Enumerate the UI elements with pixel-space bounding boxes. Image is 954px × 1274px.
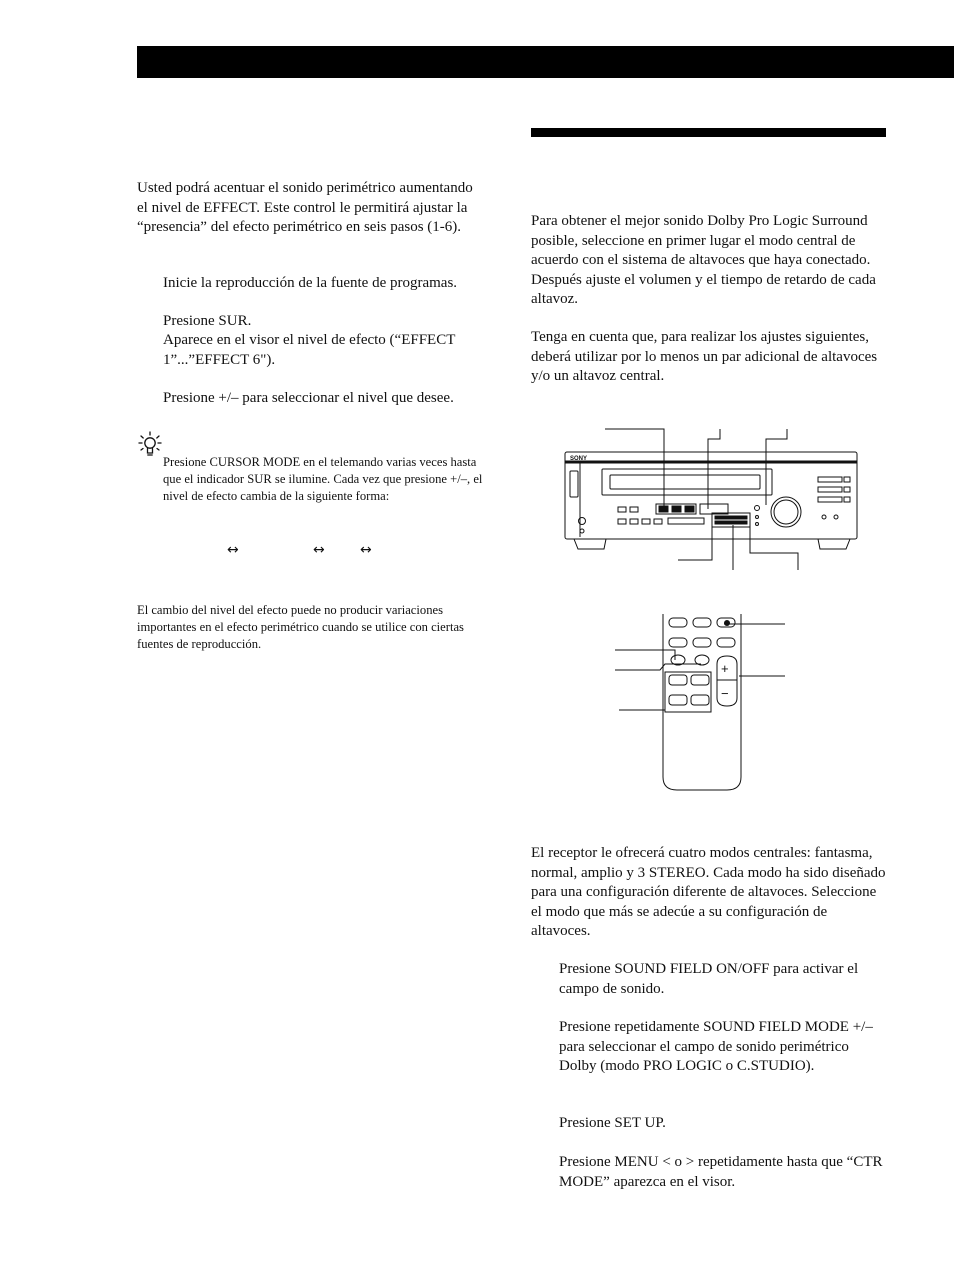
center-modes-intro: El receptor le ofrecerá cuatro modos centrales: fantasma, normal, amplio y 3 STEREO. Cada modo ha sido diseñado para una configuración diferente de altavoces. Seleccione el modo que más se adecúe a su configuración de altavoces. [531,845,886,939]
remote-setup-button-icon [724,620,730,626]
level-arrow-1: ↔ [227,542,239,558]
tip-text: Presione CURSOR MODE en el telemando varias veces hasta que el indicador SUR se ilumine. Cada vez que presione +/–, el nivel de efecto cambia de la siguiente forma: [163,455,483,503]
note-text: El cambio del nivel del efecto puede no producir variaciones importantes en el efecto perimétrico cuando se utilice con ciertas fuentes de reproducción. [137,603,464,651]
surround-intro: Para obtener el mejor sonido Dolby Pro Logic Surround posible, seleccione en primer lugar el modo central de acuerdo con el sistema de altavoces que haya conectado. Después ajuste el volumen y el tiempo de retardo de cada altavoz. [531,213,876,307]
effect-intro: Usted podrá acentuar el sonido perimétrico aumentando el nivel de EFFECT. Este control le permitirá ajustar la “presencia” del efecto perimétrico en seis pasos (1-6). [137,180,473,235]
section-rule [531,128,886,137]
sony-logo-text: SONY [570,456,588,462]
effect-step-1: Inicie la reproducción de la fuente de programas. [163,275,458,291]
effect-step-2a: Presione SUR. [163,313,252,329]
remote-minus-label: − [721,686,729,701]
effect-step-3: Presione +/– para seleccionar el nivel que desee. [163,390,454,406]
remote-control-illustration [615,612,805,792]
level-arrow-3: ↔ [360,542,372,558]
ctr-step-3: Presione SET UP. [559,1115,666,1131]
effect-step-2b: Aparece en el visor el nivel de efecto (“EFFECT 1”...”EFFECT 6"). [163,332,456,368]
ctr-step-4: Presione MENU < o > repetidamente hasta que “CTR MODE” aparezca en el visor. [559,1154,883,1190]
tip-lightbulb-icon [137,430,163,460]
receiver-front-panel-illustration [560,425,860,570]
surround-intro-2: Tenga en cuenta que, para realizar los ajustes siguientes, deberá utilizar por lo menos un par adicional de altavoces y/o un altavoz central. [531,329,878,384]
ctr-step-2: Presione repetidamente SOUND FIELD MODE +/– para seleccionar el campo de sonido perimétrico Dolby (modo PRO LOGIC o C.STUDIO). [559,1019,873,1074]
ctr-step-1: Presione SOUND FIELD ON/OFF para activar el campo de sonido. [559,961,859,997]
level-arrow-2: ↔ [313,542,325,558]
header-bar [137,46,954,78]
remote-plus-label: + [721,661,729,676]
